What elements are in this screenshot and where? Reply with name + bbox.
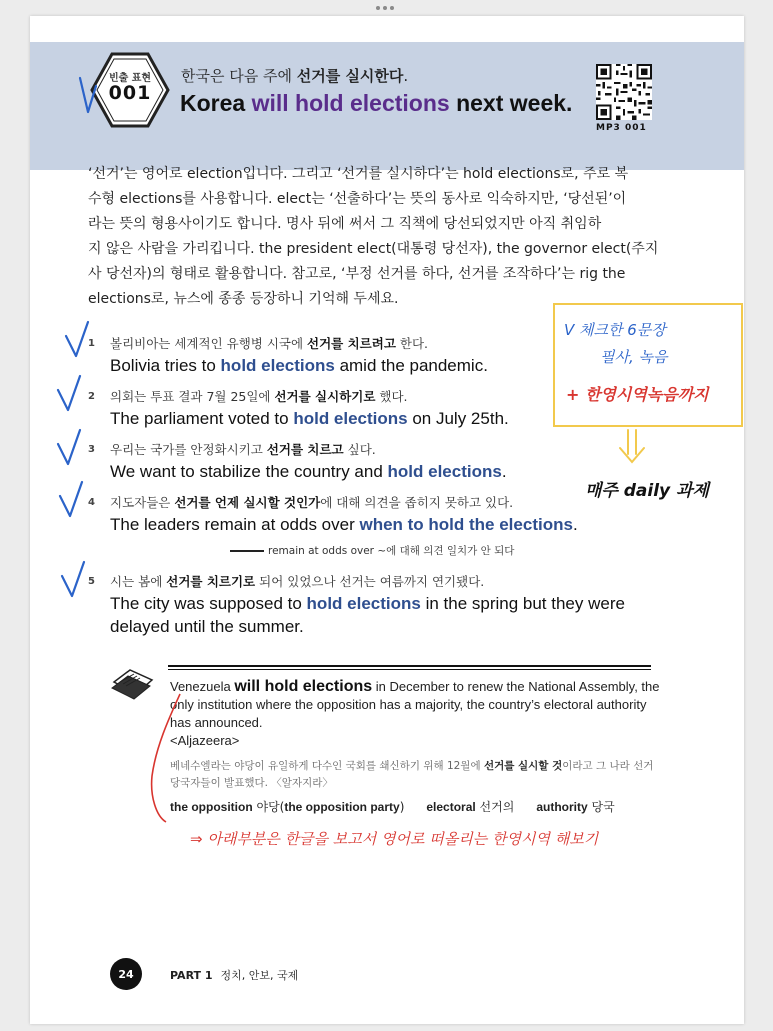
eng-phrase: when to hold the elections [359,515,573,534]
checkmark-icon [66,322,88,356]
handwritten-note-line: 필사, 녹음 [600,348,668,366]
handwritten-note-line: + 한영시역녹음까지 [566,385,709,404]
intro-line: 사 당선자)의 형태로 활용합니다. 참고로, ‘부정 선거를 하다, 선거를 조작하다’는 rig the [88,266,626,282]
headline-english-highlight: will hold elections [251,90,450,116]
kor-c: 에 대해 의견을 좁히지 못하고 있다. [320,495,514,510]
eng-c: . [501,462,507,481]
kor-a: 시는 봄에 [110,574,167,589]
vocab-ko: 선거의 [475,800,515,814]
drag-handle[interactable] [376,6,394,10]
page-number: 24 [110,958,142,990]
example-number: 3 [88,444,95,455]
eng-a: The leaders remain at odds over [110,515,360,534]
headline-korean-bold: 선거를 실시한다 [296,67,404,85]
vocab-ko: ) [399,800,405,814]
news-source: <Aljazeera> [170,733,240,748]
kor-a: 의회는 투표 결과 7월 25일에 [110,389,275,404]
eng-a: We want to stabilize the country and [110,462,388,481]
vocab-en: the opposition [170,800,253,814]
eng-c: on July 25th. [407,409,509,428]
eng-a: The parliament voted to [110,409,294,428]
eng-a: The city was supposed to [110,594,307,613]
kor-c: 싶다. [343,442,376,457]
checkmark-icon [60,482,82,516]
kor-c: 되어 있었으나 선거는 여름까지 연기됐다. [255,574,485,589]
news-eng-a: Venezuela [170,679,235,694]
part-title: 정치, 안보, 국제 [220,969,299,982]
handwritten-assignment: 매주 daily 과제 [585,481,709,501]
eng-phrase: hold elections [293,409,408,428]
example-number: 2 [88,391,95,402]
eng-c: . [572,515,578,534]
eng-phrase: hold elections [220,356,335,375]
headline-english-a: Korea [180,90,252,116]
handwritten-instruction: ⇒ 아래부분은 한글을 보고서 영어로 떠올리는 한영시역 해보기 [190,830,599,848]
eng-phrase: hold elections [387,462,502,481]
checkmark-icon [80,78,96,112]
news-eng-c: in December to renew the National Assembly, the only institution where the opposition has a majority, the country’s electoral authority has announced. [170,679,660,730]
vocab-en: electoral [426,800,476,814]
kor-c: 했다. [375,389,408,404]
example-number: 1 [88,338,95,349]
vocab-en: the opposition party [284,800,400,814]
badge-label: 빈출 표현 [108,73,152,84]
kor-a: 지도자들은 [110,495,175,510]
headline-english-c: next week. [449,90,573,116]
news-kor-a: 베네수엘라는 야당이 유일하게 다수인 국회를 쇄신하기 위해 12월에 [170,760,484,772]
checkmark-icon [62,562,84,596]
example-number: 5 [88,576,95,587]
note-text: remain at odds over ~에 대해 의견 일치가 안 되다 [268,545,515,557]
badge-number: 001 [108,82,152,104]
eng-c: in the spring but they were [420,594,625,613]
eng-phrase: hold elections [306,594,421,613]
down-arrow-icon [620,448,644,462]
news-kor-bold: 선거를 실시할 것 [483,760,563,772]
news-kor-c: 이라고 그 나라 선거 당국자들이 발표했다. 〈알자지라〉 [170,760,654,789]
example-english-line2: delayed until the summer. [110,617,304,636]
headline-korean-a: 한국은 다음 주에 [181,67,297,85]
handwriting-layer [30,16,744,1024]
intro-line: 수형 elections를 사용합니다. elect는 ‘선출하다’는 뜻의 동사로 익숙하지만, ‘당선된’이 [88,191,627,207]
eng-a: Bolivia tries to [110,356,221,375]
kor-bold: 선거를 치르려고 [307,336,396,351]
part-number: PART 1 [170,969,213,982]
intro-line: 라는 뜻의 형용사이기도 합니다. 명사 뒤에 써서 그 직책에 당선되었지만 아직 취임하 [88,216,602,232]
checkmark-icon [58,430,80,464]
bracket-line-icon [152,694,180,822]
kor-a: 우리는 국가를 안정화시키고 [110,442,267,457]
mp3-label: MP3 001 [596,123,647,133]
vocab-en: authority [536,800,588,814]
vocab-ko: 당국 [587,800,615,814]
intro-line: ‘선거’는 영어로 election입니다. 그리고 ‘선거를 실시하다’는 hold elections로, 주로 복 [88,166,629,182]
example-number: 4 [88,497,95,508]
kor-a: 볼리비아는 세계적인 유행병 시국에 [110,336,308,351]
kor-c: 한다. [395,336,429,351]
kor-bold: 선거를 언제 실시할 것인가 [174,495,321,510]
intro-line: 지 않은 사람을 가리킵니다. the president elect(대통령 당선자), the governor elect(주지 [88,241,659,257]
eng-c: amid the pandemic. [334,356,488,375]
intro-line: elections로, 뉴스에 종종 등장하니 기억해 두세요. [88,291,399,307]
news-eng-highlight: will hold elections [234,678,373,695]
kor-bold: 선거를 치르고 [266,442,344,457]
checkmark-icon [58,376,80,410]
kor-bold: 선거를 실시하기로 [274,389,376,404]
kor-bold: 선거를 치르기로 [166,574,256,589]
headline-korean-c: . [403,67,409,85]
vocab-ko: 야당( [252,800,285,814]
book-page [30,16,744,1024]
handwritten-note-line: V 체크한 6문장 [564,321,666,339]
